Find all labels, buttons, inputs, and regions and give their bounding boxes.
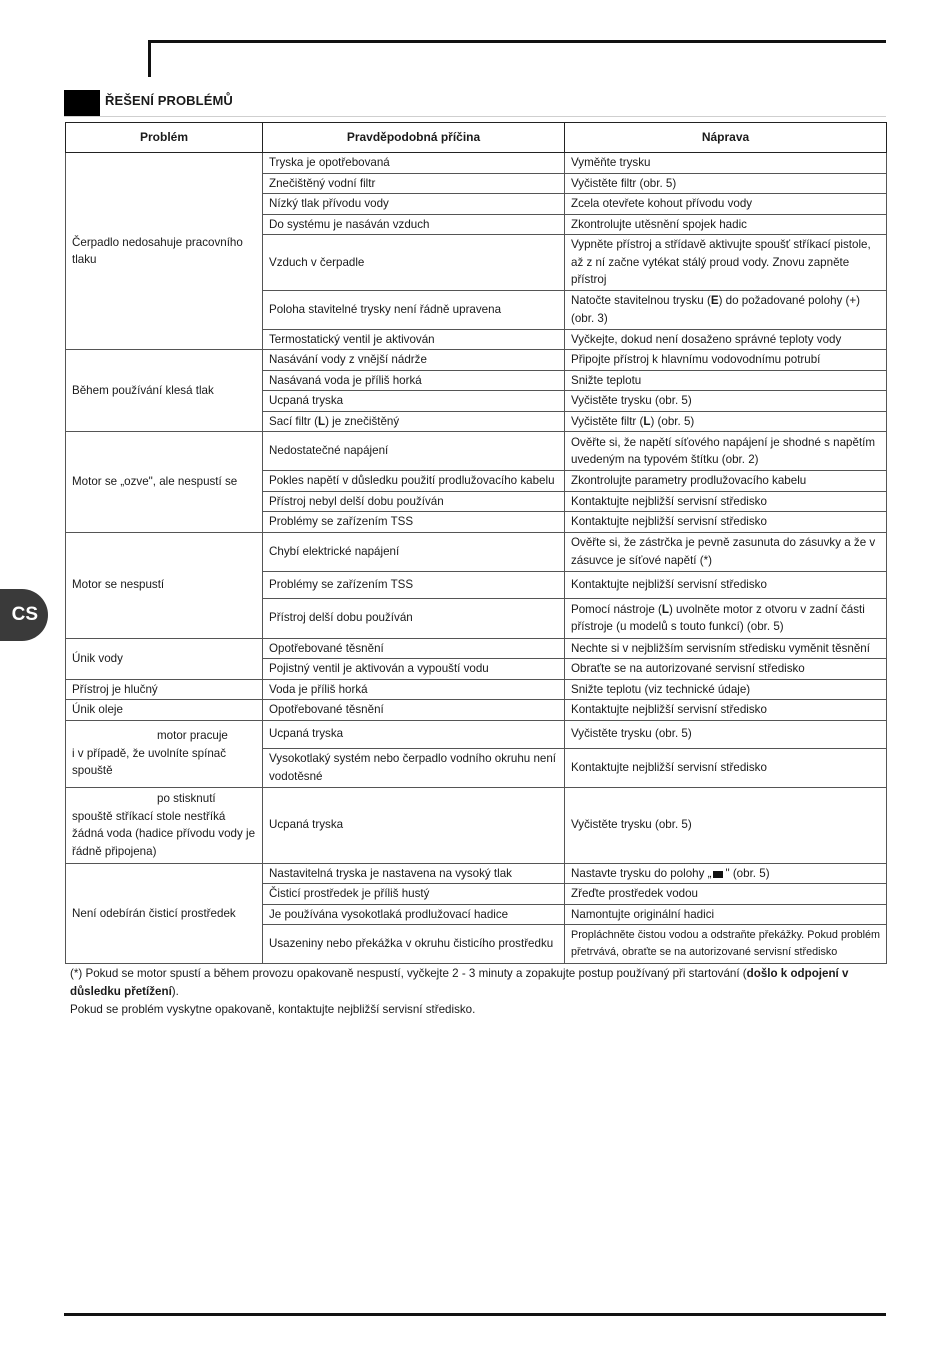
cause-cell: Usazeniny nebo překážka v okruhu čisticího prostředku: [263, 925, 565, 964]
problem-cell: Není odebírán čisticí prostředek: [66, 863, 263, 964]
cause-cell: [263, 411, 565, 432]
remedy-cell: Ověřte si, že napětí síťového napájení je shodné s napětím uvedeným na typovém štítku (obr. 2): [565, 432, 887, 471]
remedy-cell: [565, 411, 887, 432]
section-marker: [64, 90, 100, 116]
troubleshooting-table: [65, 122, 887, 964]
remedy-cell: Vyměňte trysku: [565, 153, 887, 174]
problem-cell: Během používání klesá tlak: [66, 350, 263, 432]
cause-cell: Přístroj delší dobu používán: [263, 598, 565, 638]
text-part: ) (obr. 5): [650, 414, 695, 428]
remedy-cell: Obraťte se na autorizované servisní středisko: [565, 659, 887, 680]
problem-cell: [66, 720, 263, 787]
cause-cell: Opotřebované těsnění: [263, 638, 565, 659]
footnote-end: ).: [171, 985, 179, 998]
table-row: [66, 350, 887, 371]
remedy-cell: Zkontrolujte utěsnění spojek hadic: [565, 214, 887, 235]
nozzle-flat-icon: [713, 871, 723, 878]
problem-cell: [66, 787, 263, 863]
remedy-cell: [565, 290, 887, 329]
remedy-cell: [565, 863, 887, 884]
remedy-cell: Kontaktujte nejbližší servisní středisko: [565, 700, 887, 721]
remedy-cell: Vypněte přístroj a střídavě aktivujte spoušť stříkací pistole, až z ní začne vytékat stálý proud vody. Znovu zapněte přístroj: [565, 235, 887, 291]
text-part: ) uvolněte motor z otvoru v zadní části přístroje (u modelů s touto funkcí) (obr. 5): [571, 602, 865, 633]
bottom-rule: [64, 1313, 886, 1316]
cause-cell: Nízký tlak přívodu vody: [263, 194, 565, 215]
table-row: [66, 787, 887, 863]
cause-cell: Vzduch v čerpadle: [263, 235, 565, 291]
remedy-cell: Vyčistěte trysku (obr. 5): [565, 391, 887, 412]
text-part: ) do požadované polohy (+) (obr. 3): [571, 294, 861, 325]
footnote-text: (*) Pokud se motor spustí a během provozu opakovaně nespustí, vyčkejte 2 - 3 minuty a zopakujte postup používaný při startování (: [70, 967, 747, 980]
table-row: [66, 153, 887, 174]
table-row: [66, 638, 887, 659]
remedy-cell: Nechte si v nejbližším servisním středisku vyměnit těsnění: [565, 638, 887, 659]
cause-cell: Ucpaná tryska: [263, 391, 565, 412]
cause-cell: Ucpaná tryska: [263, 720, 565, 748]
remedy-cell: Snižte teplotu: [565, 370, 887, 391]
remedy-cell: Snižte teplotu (viz technické údaje): [565, 679, 887, 700]
problem-cell: Přístroj je hlučný: [66, 679, 263, 700]
cause-cell: Je používána vysokotlaká prodlužovací hadice: [263, 904, 565, 925]
header-remedy: Náprava: [565, 123, 887, 153]
problem-lead-text: po stisknutí: [157, 792, 216, 805]
cause-cell: Chybí elektrické napájení: [263, 532, 565, 571]
table-row: [66, 432, 887, 471]
table-row: [66, 700, 887, 721]
cause-cell: Nasávaná voda je příliš horká: [263, 370, 565, 391]
cause-cell: Znečištěný vodní filtr: [263, 173, 565, 194]
header-cause: Pravděpodobná příčina: [263, 123, 565, 153]
top-corner-rule: [148, 40, 151, 77]
footnote-bold-text: došlo k odpojení v důsledku přetížení: [70, 967, 849, 998]
section-heading: [64, 90, 886, 117]
text-part: ) je znečištěný: [325, 414, 400, 428]
cause-cell: Přístroj nebyl delší dobu používán: [263, 491, 565, 512]
cause-cell: Nasávání vody z vnější nádrže: [263, 350, 565, 371]
cause-cell: Tryska je opotřebovaná: [263, 153, 565, 174]
remedy-cell: Zcela otevřete kohout přívodu vody: [565, 194, 887, 215]
table-header-row: [66, 123, 887, 153]
header-problem: Problém: [66, 123, 263, 153]
remedy-cell: Propláchněte čistou vodou a odstraňte překážky. Pokud problém přetrvává, obraťte se na autorizované servisní středisko: [565, 925, 887, 964]
remedy-cell: [565, 598, 887, 638]
table-row: [66, 679, 887, 700]
cause-cell: Opotřebované těsnění: [263, 700, 565, 721]
remedy-cell: Vyčistěte trysku (obr. 5): [565, 720, 887, 748]
remedy-cell: Kontaktujte nejbližší servisní středisko: [565, 512, 887, 533]
cause-cell: Voda je příliš horká: [263, 679, 565, 700]
remedy-cell: Vyčistěte trysku (obr. 5): [565, 787, 887, 863]
cause-cell: Problémy se zařízením TSS: [263, 571, 565, 598]
problem-rest-text: i v případě, že uvolníte spínač spouště: [72, 746, 227, 778]
remedy-cell: Kontaktujte nejbližší servisní středisko: [565, 748, 887, 787]
problem-cell: Únik oleje: [66, 700, 263, 721]
problem-cell: Čerpadlo nedosahuje pracovního tlaku: [66, 153, 263, 350]
section-title: ŘEŠENÍ PROBLÉMŮ: [105, 93, 233, 108]
text-part: Sací filtr (: [269, 414, 318, 428]
table-row: [66, 863, 887, 884]
problem-cell: Motor se „ozve", ale nespustí se: [66, 432, 263, 533]
part-label-bold: L: [661, 602, 669, 616]
cause-cell: Čisticí prostředek je příliš hustý: [263, 884, 565, 905]
part-label-bold: E: [710, 294, 719, 307]
language-tab-label: CS: [11, 604, 38, 625]
remedy-cell: Vyčistěte filtr (obr. 5): [565, 173, 887, 194]
cause-cell: Nedostatečné napájení: [263, 432, 565, 471]
problem-cell: Únik vody: [66, 638, 263, 679]
problem-lead-text: motor pracuje: [157, 729, 228, 743]
cause-cell: Nastavitelná tryska je nastavena na vysoký tlak: [263, 863, 565, 884]
cause-cell: Poloha stavitelné trysky není řádně upravena: [263, 290, 565, 329]
cause-cell: Problémy se zařízením TSS: [263, 512, 565, 533]
cause-cell: Do systému je nasáván vzduch: [263, 214, 565, 235]
problem-rest-text: spouště stříkací stole nestříká žádná voda (hadice přívodu vody je řádně připojena): [72, 809, 256, 858]
top-header-rule: [148, 40, 886, 43]
remedy-cell: Namontujte originální hadici: [565, 904, 887, 925]
language-tab: [0, 589, 48, 641]
text-part: Vyčistěte filtr (: [571, 414, 644, 428]
remedy-cell: Zřeďte prostředek vodou: [565, 884, 887, 905]
cause-cell: Pokles napětí v důsledku použití prodlužovacího kabelu: [263, 471, 565, 492]
remedy-cell: Ověřte si, že zástrčka je pevně zasunuta do zásuvky a že v zásuvce je síťové napětí (*): [565, 532, 887, 571]
footnote-overload: [70, 965, 870, 1001]
remedy-cell: Připojte přístroj k hlavnímu vodovodnímu potrubí: [565, 350, 887, 371]
text-part: Pomocí nástroje (: [571, 602, 662, 616]
text-part: Natočte stavitelnou trysku (: [571, 294, 711, 307]
remedy-cell: Kontaktujte nejbližší servisní středisko: [565, 571, 887, 598]
remedy-cell: Vyčkejte, dokud není dosaženo správné teploty vody: [565, 329, 887, 350]
cause-cell: Vysokotlaký systém nebo čerpadlo vodního okruhu není vodotěsné: [263, 748, 565, 787]
remedy-text: " (obr. 5): [725, 866, 770, 880]
table-row: [66, 720, 887, 748]
footnote-service: Pokud se problém vyskytne opakovaně, kontaktujte nejbližší servisní středisko.: [70, 1003, 476, 1016]
remedy-text: Nastavte trysku do polohy „: [571, 866, 712, 880]
remedy-cell: Zkontrolujte parametry prodlužovacího kabelu: [565, 471, 887, 492]
part-label-bold: L: [317, 414, 326, 428]
cause-cell: Pojistný ventil je aktivován a vypouští vodu: [263, 659, 565, 680]
table-row: [66, 532, 887, 571]
cause-cell: Termostatický ventil je aktivován: [263, 329, 565, 350]
part-label-bold: L: [643, 414, 651, 428]
cause-cell: Ucpaná tryska: [263, 787, 565, 863]
remedy-cell: Kontaktujte nejbližší servisní středisko: [565, 491, 887, 512]
problem-cell: Motor se nespustí: [66, 532, 263, 638]
footnotes: [70, 965, 870, 1019]
